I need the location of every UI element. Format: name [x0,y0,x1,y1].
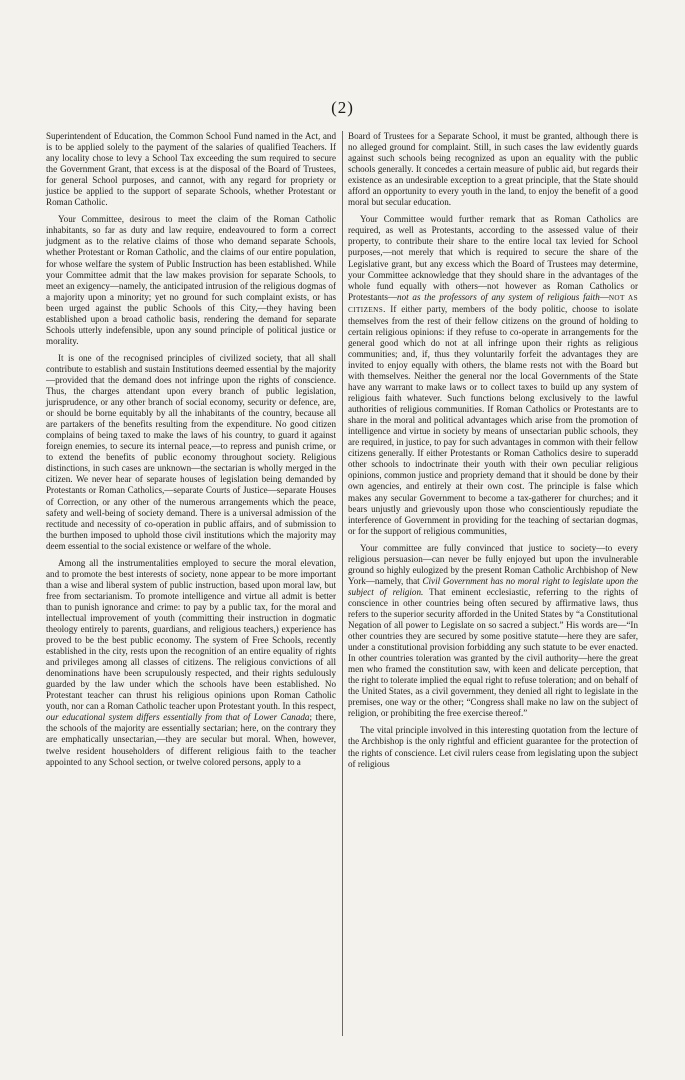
text-run: Your committee are fully convinced that justice to society—to every religious persuasion—can never be fully enjoyed but upon the invulnerable ground so highly eulogized by the present Roman Catholic Archbishop of New York—namely, that [348,542,638,586]
paragraph: The vital principle involved in this interesting quotation from the lecture of the Archbishop is the only rightful and efficient guarantee for the protection of the rights of conscience. Let civil rulers cease from legislating upon the subject of religious [348,725,638,769]
italic-text: Civil Government has no moral right to legislate upon the subject of religion. [348,575,638,597]
paragraph: Superintendent of Education, the Common School Fund named in the Act, and is to be applied solely to the payment of the salaries of qualified Teachers. If any locality chose to levy a School Tax exceeding the sum required to secure the Government Grant, that excess is at the disposal of the Board of Trustees, for general School purposes, and cannot, with any regard for propriety or justice be applied to the support of separate Schools, whether Protestant or Roman Catholic. [46,131,336,208]
text-run: ; there, the schools of the majority are essentially sectarian; here, on the contrary they are emphatically unsectarian,—they are secular but moral. When, however, twelve resident householders of different religious faith to the teacher appointed to any School section, or twelve colored persons, apply to a [46,712,336,767]
right-column [348,131,638,776]
text-run: . If either party, members of the body politic, choose to isolate themselves from the rest of their fellow citizens on the ground of holding to certain religious opinions: if they refuse to co-operate in arrangements for the general good which do not at all infringe upon their rights as religious communities; and, if, thus they voluntarily forfeit the advantages they are invited to enjoy equally with others, the blame rests not with the Board but with themselves. Neither the general nor the local Governments of the State have any warrant to make laws or to collect taxes to build up any system of religious faith whatever. Such functions belong exclusively to the lawful authorities of religious communities. If Roman Catholics or Protestants are to share in the moral and political advantages which arise from the promotion of intelligence and virtue in society by means of unsectarian public schools, they are required, in justice, to pay for such advantages in common with their fellow citizens generally. If either Protestants or Roman Catholics desire to superadd other schools to indoctrinate their youth with their own peculiar religious opinions, common justice and propriety demand that it should be done by their own agencies, and entirely at their own cost. The principle is false which makes any secular Government to become a tax-gatherer for churches; and it bears unjustly and grievously upon those who conscientiously repudiate the interference of Government in providing for the teaching of sectarian dogmas, or for the support of religious communities, [348,303,638,536]
italic-text: not as the professors of any system of religious faith [397,291,600,302]
paragraph [348,214,638,536]
italic-text: our educational system differs essentially from that of Lower Canada [46,712,310,723]
page-number: (2) [331,98,354,117]
text-run: — [599,291,609,302]
text-run: Your Committee would further remark that as Roman Catholics are required, as well as Protestants, according to the assessed value of their property, to contribute their share to the entire local tax levied for School purposes,—not merely that which is required to secure the share of the Legislative grant, but any excess which the Board of Trustees may determine, your Committee acknowledge that they should share in the advantages of the whole fund equally with others—not however as Roman Catholics or Protestants— [348,214,638,302]
paragraph [348,543,638,720]
column-divider [342,131,343,1036]
left-column [46,131,336,774]
text-run: That eminent ecclesiastic, referring to the rights of conscience in other countries being often secured by affirmative laws, thus refers to the superior security afforded in the United States by “a Constitutional Negation of all power to Legislate on so sacred a subject.” His words are—“In other countries they are secured by some positive statute—here they are safer, under a constitutional provision forbidding any such statute to be ever enacted. In other countries toleration was granted by the civil authority—here the great men who framed the constitution saw, with keen and delicate perception, that the right to tolerate implied the equal right to refuse toleration; and on behalf of the United States, as a civil government, they denied all right to legislate in the premises, one way or the other; “Congress shall make no law on the subject of religion, or prohibiting the free exercise thereof.” [348,586,638,719]
text-run: Among all the instrumentalities employed to secure the moral elevation, and to promote the best interests of society, none appear to be more important than a wise and liberal system of public instruction, based upon moral law, but free from sectarianism. To promote intelligence and virtue all admit is better than to punish ignorance and crime: to pay by a public tax, for the moral and intellectual improvement of youth (committing their instruction in dogmatic theology entirely to parents, guardians, and religious teachers,) experience has proved to be the best public economy. The system of Free Schools, recently established in the city, rests upon the recognition of an entire equality of rights and privileges among all classes of citizens. The religious convictions of all denominations have been scrupulously respected, and their rights sedulously guarded by the law under which the schools have been established. No Protestant teacher can thrust his religious opinions upon Roman Catholic youth, nor can a Roman Catholic teacher upon Protestant youth. In this respect, [46,557,336,712]
paragraph [46,558,336,768]
paragraph: Board of Trustees for a Separate School, it must be granted, although there is no alleged ground for complaint. Still, in such cases the law evidently guards against such schools being recognized as upon an equality with the public schools generally. It concedes a certain measure of public aid, but regards their existence as an undesirable exception to a great principle, that the State should afford an opportunity to every youth in the land, to enjoy the benefit of a good moral but secular education. [348,131,638,208]
paragraph: Your Committee, desirous to meet the claim of the Roman Catholic inhabitants, so far as duty and law require, endeavoured to form a correct judgment as to the relative claims of those who demand separate Schools, whether Protestant or Roman Catholic, and the claims of our entire population, for whose welfare the system of Public Instruction has been established. While your Committee admit that the law makes provision for separate Schools, to meet an exigency—namely, the anticipated intrusion of the religious dogmas of a majority upon a minority; yet no ground for such complaint exists, or has been urged against the public Schools of this City,—they having been established upon a broad catholic basis, rendering the demand for separate Schools utterly indefensible, upon any sound principle of political justice or morality. [46,214,336,346]
small-caps-text: NOT AS CITIZENS [348,293,638,314]
paragraph: It is one of the recognised principles of civilized society, that all shall contribute to establish and sustain Institutions deemed essential by the majority—provided that the demand does not infringe upon the rights of conscience. Thus, the charges attendant upon every branch of public legislation, jurisprudence, or any other branch of social economy, security or defence, are, or should be borne equitably by all the inhabitants of the country, because all are partakers of the benefits resulting from the expenditure. No good citizen complains of being taxed to make the laws of his country, to guard it against foreign enemies, to secure its internal peace,—to repress and punish crime, or to extend the benefits of public economy throughout society. Religious distinctions, in such cases are unknown—the sectarian is wholly merged in the citizen. We never hear of separate houses of legislation being demanded by Protestants or Roman Catholics,—separate Courts of Justice—separate Houses of Correction, or any other of the numerous arrangements which the peace, safety and well-being of society demand. There is a universal admission of the rectitude and necessity of co-operation in public affairs, and of submission to the burthen imposed to uphold those civil institutions which the majority may deem essential to the social existence or welfare of the whole. [46,352,336,551]
